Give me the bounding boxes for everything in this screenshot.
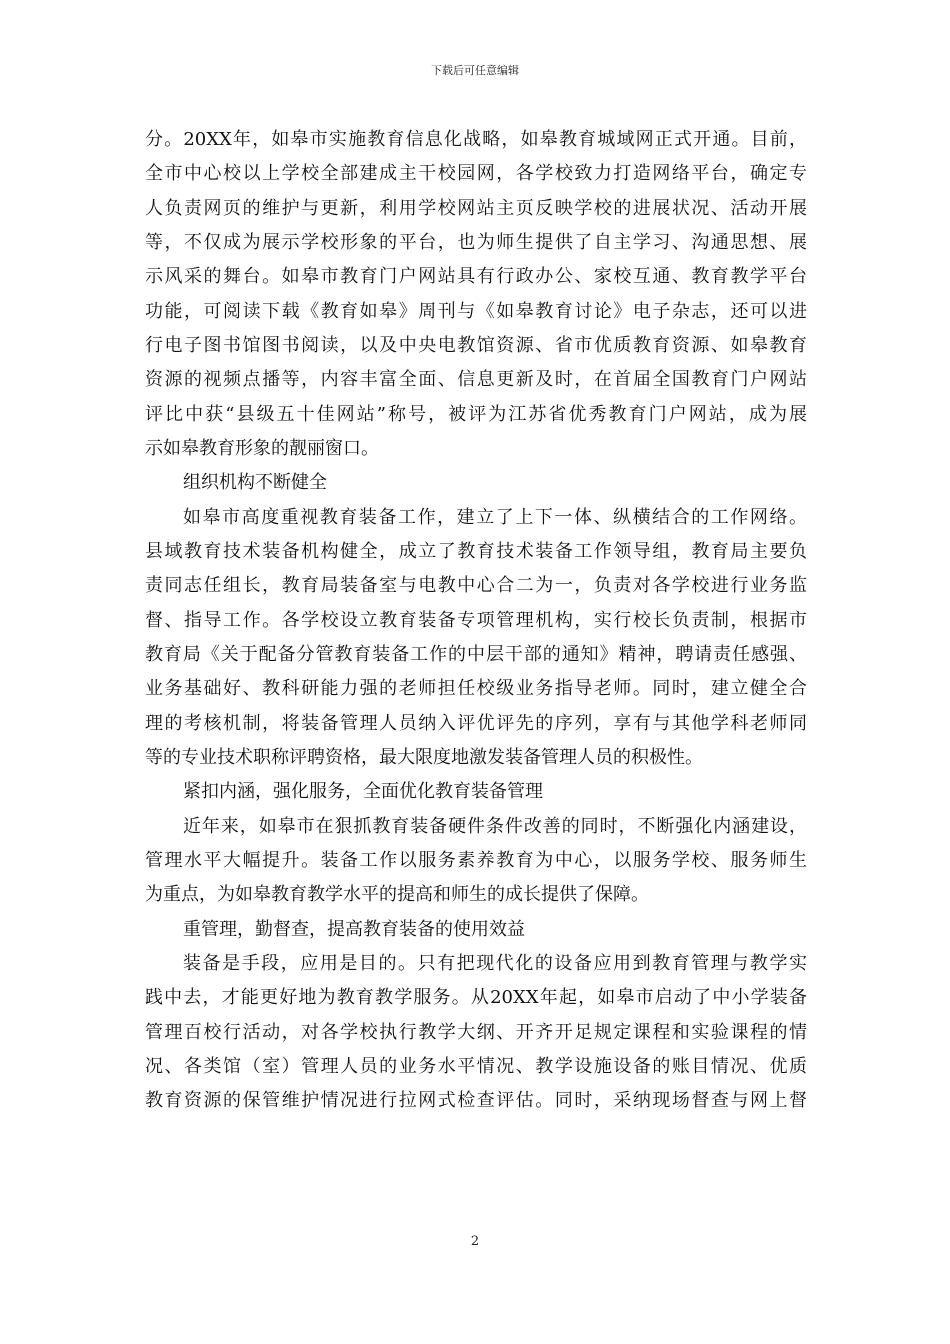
page-header: 下载后可任意编辑 — [431, 64, 519, 77]
text-line: 践中去，才能更好地为教育教学服务。从20XX年起，如皋市启动了中小学装备 — [145, 987, 807, 1009]
text-line: 如皋市高度重视教育装备工作，建立了上下一体、纵横结合的工作网络。 — [183, 506, 807, 528]
text-line: 业务基础好、教科研能力强的老师担任校级业务指导老师。同时，建立健全合 — [145, 678, 807, 700]
text-line: 资源的视频点播等，内容丰富全面、信息更新及时，在首届全国教育门户网站 — [145, 369, 807, 391]
text-line: 等的专业技术职称评聘资格，最大限度地激发装备管理人员的积极性。 — [145, 746, 703, 768]
text-line: 管理百校行活动，对各学校执行教学大纲、开齐开足规定课程和实验课程的情 — [145, 1021, 807, 1043]
text-line: 示如皋教育形象的靓丽窗口。 — [145, 437, 379, 459]
text-line: 装备是手段，应用是目的。只有把现代化的设备应用到教育管理与教学实 — [183, 952, 807, 974]
text-line: 分。20XX年，如皋市实施教育信息化战略，如皋教育城域网正式开通。目前， — [145, 129, 807, 150]
text-line: 功能，可阅读下载《教育如皋》周刊与《如皋教育讨论》电子杂志，还可以进 — [145, 300, 807, 322]
text-line: 况、各类馆（室）管理人员的业务水平情况、教学设施设备的账目情况、优质 — [145, 1055, 807, 1077]
text-line: 人负责网页的维护与更新，利用学校网站主页反映学校的进展状况、活动开展 — [145, 197, 807, 219]
text-line: 等，不仅成为展示学校形象的平台，也为师生提供了自主学习、沟通思想、展 — [145, 231, 807, 253]
text-line: 教育资源的保管维护情况进行拉网式检查评估。同时，采纳现场督查与网上督 — [145, 1090, 807, 1112]
text-line: 示风采的舞台。如皋市教育门户网站具有行政办公、家校互通、教育教学平台 — [145, 266, 807, 288]
section-heading: 紧扣内涵，强化服务，全面优化教育装备管理 — [183, 781, 543, 803]
text-line: 为重点，为如皋教育教学水平的提高和师生的成长提供了保障。 — [145, 884, 649, 906]
section-heading: 组织机构不断健全 — [183, 472, 327, 494]
section-heading: 重管理，勤督查，提高教育装备的使用效益 — [183, 918, 525, 940]
text-line: 督、指导工作。各学校设立教育装备专项管理机构，实行校长负责制，根据市 — [145, 609, 807, 631]
text-line: 理的考核机制，将装备管理人员纳入评优评先的序列，享有与其他学科老师同 — [145, 712, 807, 734]
text-line: 教育局《关于配备分管教育装备工作的中层干部的通知》精神，聘请责任感强、 — [145, 643, 807, 665]
page-number: 2 — [470, 1234, 480, 1249]
text-line: 全市中心校以上学校全部建成主干校园网，各学校致力打造网络平台，确定专 — [145, 163, 807, 185]
text-line: 管理水平大幅提升。装备工作以服务素养教育为中心，以服务学校、服务师生 — [145, 849, 807, 871]
text-line: 责同志任组长，教育局装备室与电教中心合二为一，负责对各学校进行业务监 — [145, 575, 807, 597]
text-line: 行电子图书馆图书阅读，以及中央电教馆资源、省市优质教育资源、如皋教育 — [145, 334, 807, 356]
document-body — [145, 123, 807, 1119]
text-line: 评比中获“县级五十佳网站”称号，被评为江苏省优秀教育门户网站，成为展 — [145, 403, 807, 425]
text-line: 近年来，如皋市在狠抓教育装备硬件条件改善的同时，不断强化内涵建设， — [183, 815, 807, 837]
text-line: 县域教育技术装备机构健全，成立了教育技术装备工作领导组，教育局主要负 — [145, 540, 807, 562]
